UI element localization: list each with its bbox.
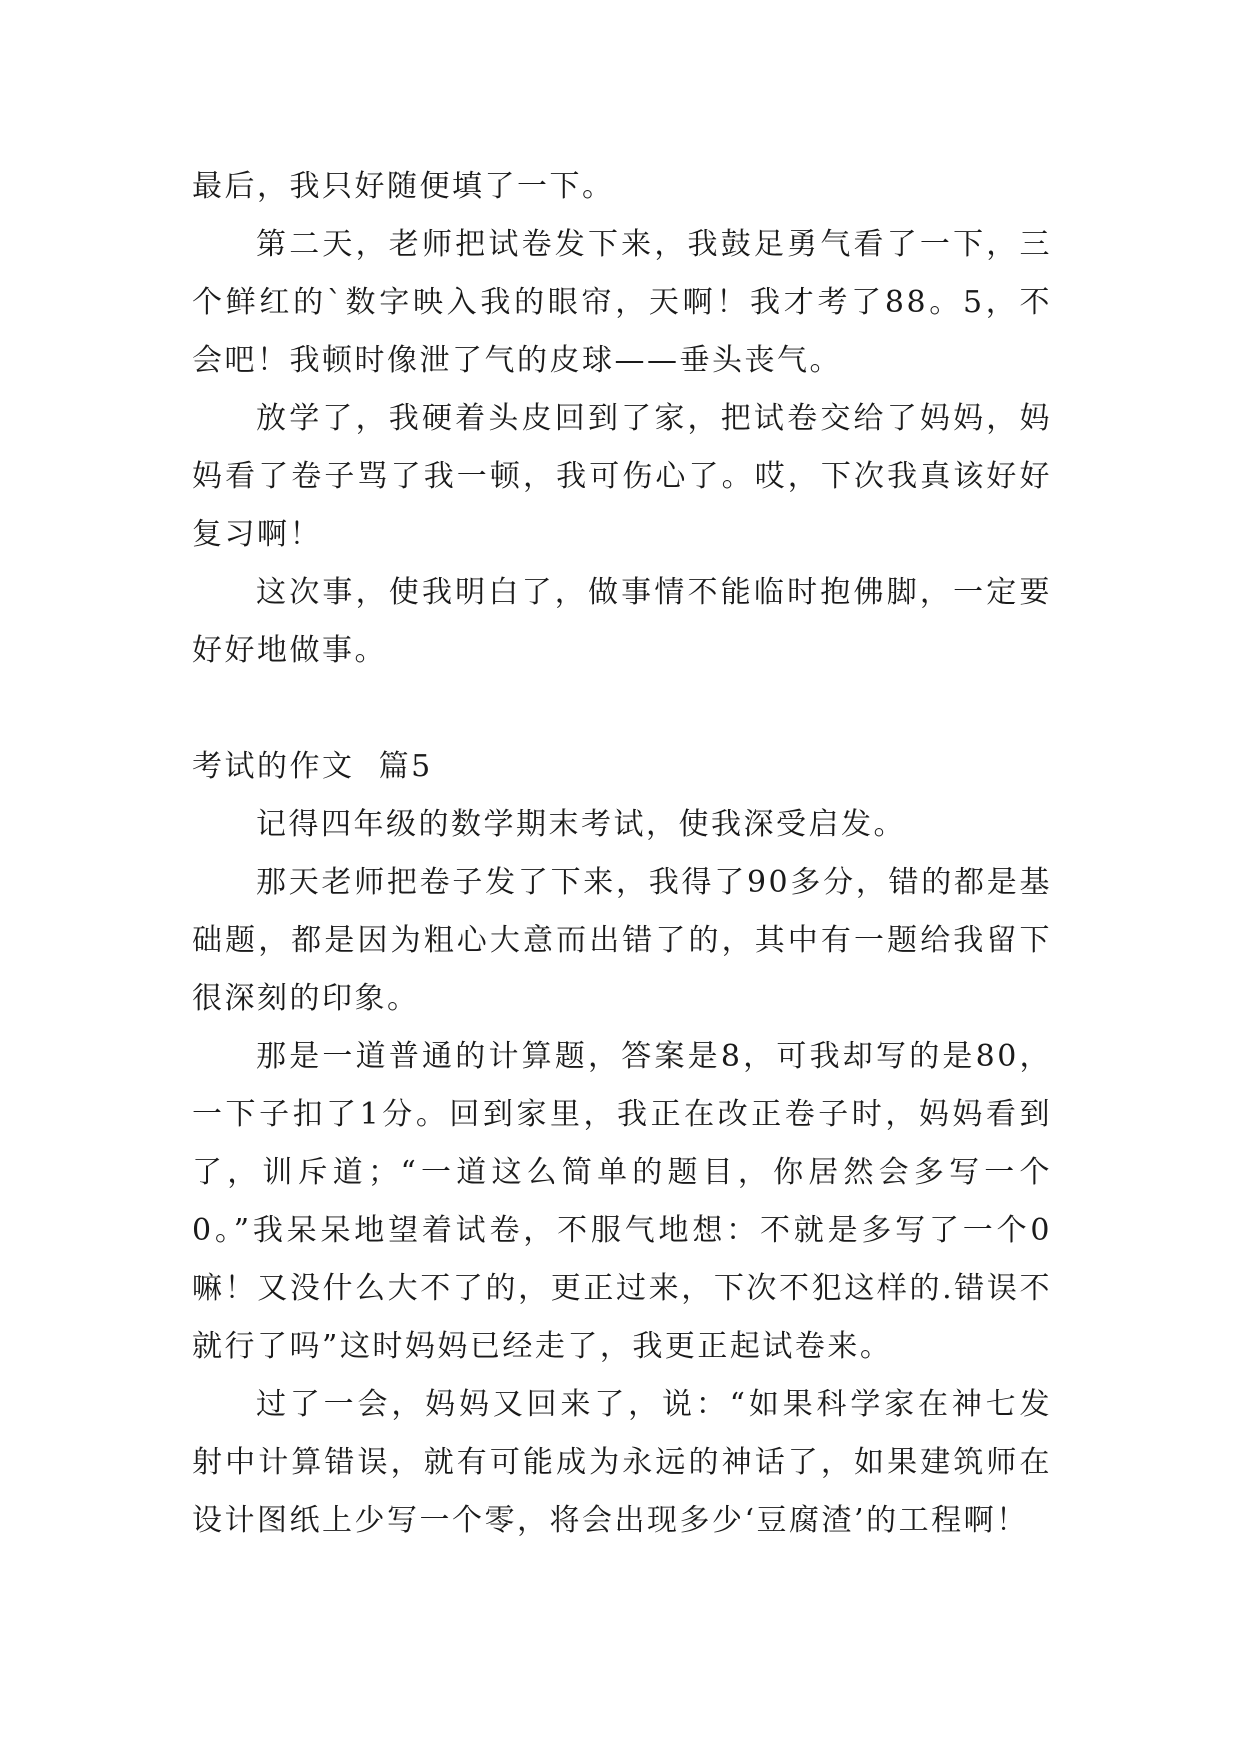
section-heading: 考试的作文 篇5 bbox=[192, 749, 433, 784]
section-gap bbox=[192, 680, 1052, 738]
paragraph-continuation: 最后，我只好随便填了一下。 bbox=[192, 169, 615, 204]
paragraph: 第二天，老师把试卷发下来，我鼓足勇气看了一下，三个鲜红的`数字映入我的眼帘，天啊！我才考了88。5，不会吧！我顿时像泄了气的皮球——垂头丧气。 bbox=[192, 227, 1052, 378]
document-body bbox=[192, 158, 1052, 1550]
paragraph: 放学了，我硬着头皮回到了家，把试卷交给了妈妈，妈妈看了卷子骂了我一顿，我可伤心了。哎，下次我真该好好复习啊！ bbox=[192, 401, 1052, 552]
paragraph: 过了一会，妈妈又回来了，说：“如果科学家在神七发射中计算错误，就有可能成为永远的神话了，如果建筑师在设计图纸上少写一个零，将会出现多少‘豆腐渣’的工程啊！ bbox=[192, 1387, 1052, 1538]
paragraph: 那天老师把卷子发了下来，我得了90多分，错的都是基础题，都是因为粗心大意而出错了的，其中有一题给我留下很深刻的印象。 bbox=[192, 865, 1052, 1016]
paragraph: 这次事，使我明白了，做事情不能临时抱佛脚，一定要好好地做事。 bbox=[192, 575, 1052, 668]
paragraph: 记得四年级的数学期末考试，使我深受启发。 bbox=[256, 807, 906, 842]
paragraph: 那是一道普通的计算题，答案是8，可我却写的是80，一下子扣了1分。回到家里，我正在改正卷子时，妈妈看到了，训斥道；“一道这么简单的题目，你居然会多写一个0。”我呆呆地望着试卷，不服气地想：不就是多写了一个0嘛！又没什么大不了的，更正过来，下次不犯这样的.错误不就行了吗”这时妈妈已经走了，我更正起试卷来。 bbox=[192, 1039, 1052, 1364]
